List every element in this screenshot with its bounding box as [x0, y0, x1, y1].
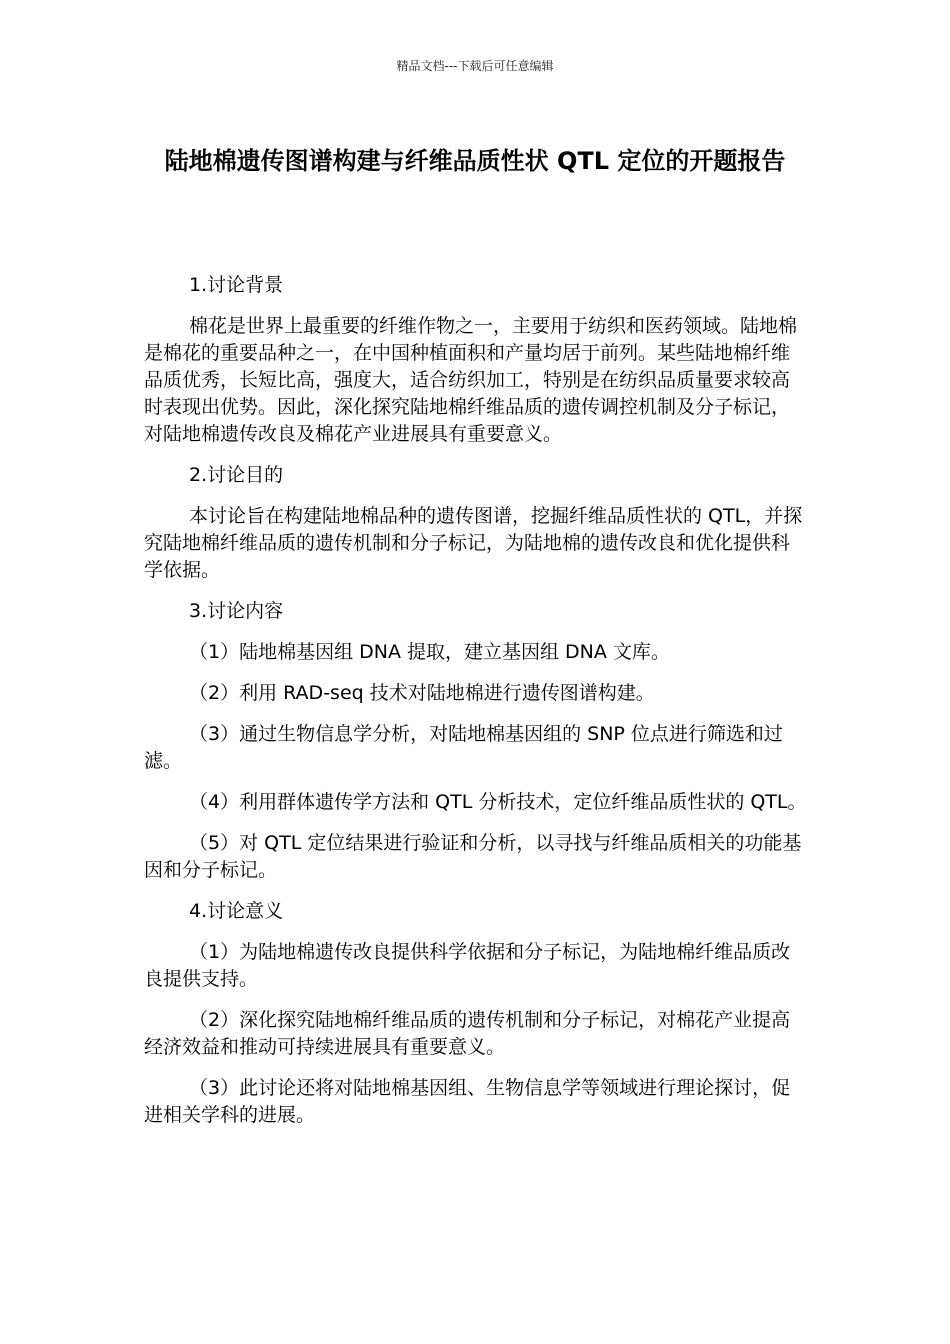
- section-heading-significance: 4.讨论意义: [189, 900, 284, 922]
- section-body-purpose: 本讨论旨在构建陆地棉品种的遗传图谱，挖掘纤维品质性状的 QTL，并探究陆地棉纤维品质的遗传机制和分子标记，为陆地棉的遗传改良和优化提供科学依据。: [144, 505, 803, 581]
- content-item: （4）利用群体遗传学方法和 QTL 分析技术，定位纤维品质性状的 QTL。: [189, 791, 807, 813]
- significance-item: （1）为陆地棉遗传改良提供科学依据和分子标记，为陆地棉纤维品质改良提供支持。: [144, 941, 791, 990]
- content-item: （2）利用 RAD-seq 技术对陆地棉进行遗传图谱构建。: [189, 682, 655, 704]
- significance-item: （2）深化探究陆地棉纤维品质的遗传机制和分子标记，对棉花产业提高经济效益和推动可持续进展具有重要意义。: [144, 1009, 791, 1058]
- page-header: 精品文档---下载后可任意编辑: [396, 59, 554, 73]
- content-item: （5）对 QTL 定位结果进行验证和分析，以寻找与纤维品质相关的功能基因和分子标记。: [144, 832, 802, 881]
- content-item: （1）陆地棉基因组 DNA 提取，建立基因组 DNA 文库。: [189, 641, 670, 663]
- significance-item: （3）此讨论还将对陆地棉基因组、生物信息学等领域进行理论探讨，促进相关学科的进展。: [144, 1077, 791, 1126]
- section-heading-background: 1.讨论背景: [189, 274, 284, 296]
- content-item: （3）通过生物信息学分析，对陆地棉基因组的 SNP 位点进行筛选和过滤。: [144, 723, 783, 772]
- document-body: [144, 272, 808, 1143]
- section-heading-purpose: 2.讨论目的: [189, 464, 284, 486]
- section-heading-content: 3.讨论内容: [189, 600, 284, 622]
- document-title: 陆地棉遗传图谱构建与纤维品质性状 QTL 定位的开题报告: [164, 147, 786, 175]
- section-body-background: 棉花是世界上最重要的纤维作物之一，主要用于纺织和医药领域。陆地棉是棉花的重要品种之一，在中国种植面积和产量均居于前列。某些陆地棉纤维品质优秀，长短比高，强度大，适合纺织加工，特别是在纺织品质量要求较高时表现出优势。因此，深化探究陆地棉纤维品质的遗传调控机制及分子标记，对陆地棉遗传改良及棉花产业进展具有重要意义。: [144, 315, 798, 445]
